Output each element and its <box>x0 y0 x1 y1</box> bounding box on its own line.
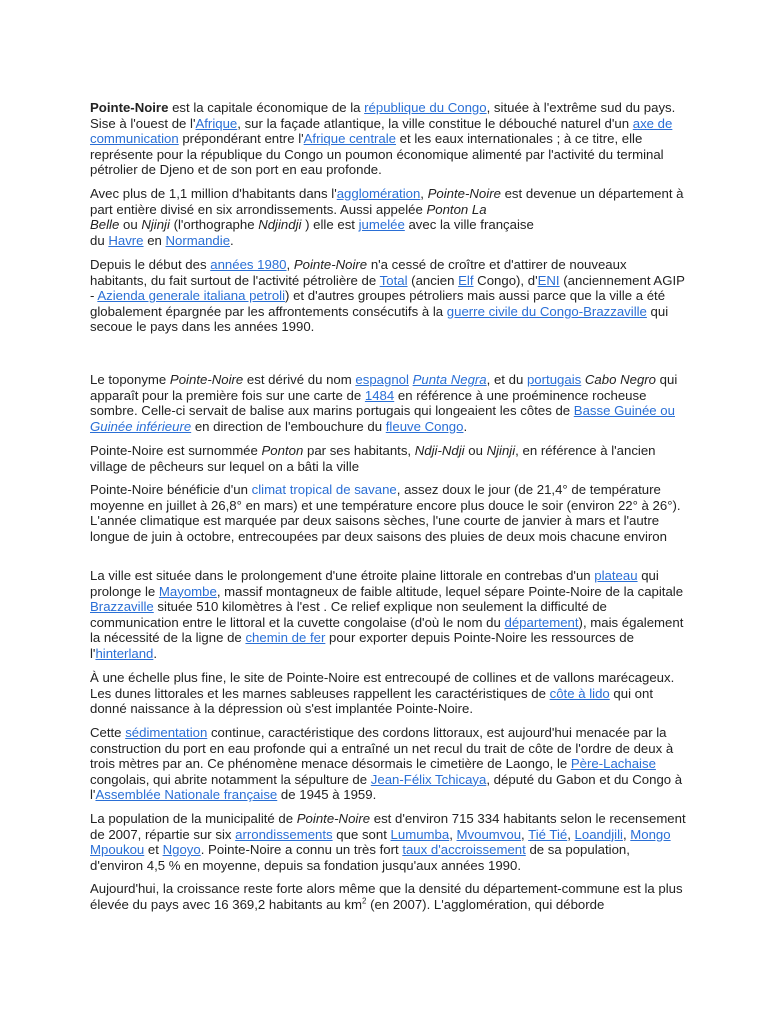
wiki-link[interactable]: Normandie <box>165 232 231 248</box>
wiki-link[interactable]: Loandjili <box>574 826 623 842</box>
wiki-link[interactable]: Lumumba <box>390 826 450 842</box>
wiki-link[interactable]: Père-Lachaise <box>570 756 656 772</box>
text-run: est la capitale économique de la <box>168 100 365 115</box>
wiki-link[interactable]: république du Congo <box>364 100 487 115</box>
wiki-link[interactable]: Mayombe <box>158 583 217 599</box>
text-run: située 510 kilomètres à l'est . Ce relief explique non seulement la difficulté de communication entre le littoral et la cuvette congolaise (d'où le nom du <box>90 599 607 630</box>
text-run: , située à l'extrême sud du pays. Sise à l'ouest de l' <box>90 100 676 131</box>
text-run: , en référence à l'ancien village de pêcheurs sur lequel on a bâti la ville <box>90 443 656 474</box>
italic-term: Cabo Negro <box>584 372 657 387</box>
text-run: de sa population, d'environ 4,5 % en moyenne, depuis sa fondation jusqu'aux années 1990. <box>90 842 630 873</box>
text-run: est devenue un département à part entière divisé en six arrondissements. Aussi appelée <box>90 186 684 217</box>
wiki-link[interactable]: taux d'accroissement <box>402 842 526 858</box>
paragraph-sedimentation <box>90 725 686 803</box>
wiki-link[interactable]: Mongo Mpoukou <box>90 826 671 858</box>
wiki-link[interactable]: chemin de fer <box>245 630 326 646</box>
wiki-link[interactable]: plateau <box>594 568 638 583</box>
wiki-link[interactable]: fleuve Congo <box>385 418 464 434</box>
wiki-link[interactable]: Afrique <box>195 115 238 131</box>
italic-term: Njinji <box>486 443 516 458</box>
text-run: . Pointe-Noire a connu un très fort <box>200 842 403 858</box>
wiki-link[interactable]: Havre <box>108 232 144 248</box>
wiki-link[interactable]: Brazzaville <box>90 599 154 615</box>
text-run: qui prolonge le <box>90 568 659 599</box>
paragraph-toponym <box>90 372 686 434</box>
wiki-link[interactable]: 1484 <box>364 387 395 403</box>
text-run: ou <box>119 217 142 233</box>
italic-term: Ponton La <box>426 201 487 217</box>
text-run: qui ont donné naissance à la dépression où s'est implantée Pointe-Noire. <box>90 685 654 717</box>
wiki-link[interactable]: Azienda generale italiana petroli <box>97 288 286 304</box>
wiki-link[interactable]: Jean-Félix Tchicaya <box>370 771 487 787</box>
text-run: du <box>90 232 109 248</box>
text-run: Cette <box>90 725 126 740</box>
wiki-link[interactable]: ENI <box>537 272 560 288</box>
text-run: La ville est située dans le prolongement d'une étroite plaine littorale en contrebas d'un <box>90 568 595 583</box>
text-run: et <box>144 842 163 858</box>
text-run: , <box>420 186 428 201</box>
text-run: en référence à une proéminence rocheuse sombre. Celle-ci servait de balise aux marins portugais qui longeaient les côtes de <box>90 387 647 419</box>
superscript: 2 <box>362 896 367 906</box>
text-run: , <box>521 826 529 842</box>
paragraph-nickname <box>90 443 686 474</box>
text-run: , sur la façade atlantique, la ville constitue le débouché naturel d'un <box>237 115 633 131</box>
text-run: , <box>449 826 457 842</box>
wiki-link[interactable]: Assemblée Nationale française <box>95 787 278 803</box>
text-run: Avec plus de 1,1 million d'habitants dans l' <box>90 186 337 201</box>
text-run: ), mais également la nécessité de la ligne de <box>90 614 684 646</box>
italic-term: Pointe-Noire <box>293 257 368 272</box>
text-run: congolais, qui abrite notamment la sépulture de <box>90 771 371 787</box>
italic-term: Ponton <box>261 443 304 458</box>
italic-term: Ndjindji <box>258 217 302 233</box>
wiki-link[interactable]: côte à lido <box>549 685 610 701</box>
wiki-link[interactable]: arrondissements <box>235 826 333 842</box>
wiki-link[interactable]: Basse Guinée ou <box>573 403 675 419</box>
text-run: La population de la municipalité de <box>90 811 297 826</box>
italic-term: Pointe-Noire <box>427 186 501 201</box>
text-run: ) et d'autres groupes pétroliers mais aussi parce que la ville a été globalement épargnée par les affrontements consécutifs à la <box>90 288 666 319</box>
text-run: , massif montagneux de faible altitude, lequel sépare Pointe-Noire de la capitale <box>216 583 684 599</box>
wiki-link[interactable]: Elf <box>458 272 474 288</box>
wiki-link[interactable]: Afrique centrale <box>303 131 397 147</box>
wiki-link[interactable]: espagnol <box>355 372 409 387</box>
text-run: Depuis le début des <box>90 257 211 272</box>
text-run: en <box>143 232 166 248</box>
wiki-link[interactable]: agglomération <box>336 186 421 201</box>
text-run: (ancien <box>407 272 459 288</box>
text-run: Pointe-Noire est surnommée <box>90 443 262 458</box>
paragraph-intro <box>90 100 686 178</box>
text-run: Congo), d' <box>473 272 538 288</box>
text-run: est d'environ 715 334 habitants selon le recensement de 2007, répartie sur six <box>90 811 686 842</box>
text-run: par ses habitants, <box>303 443 415 458</box>
wiki-link[interactable]: Punta Negra <box>412 372 487 387</box>
text-run: Aujourd'hui, la croissance reste forte alors même que la densité du département-commune est la plus élevée du pays avec 16 369,2 habitants au km <box>90 881 683 912</box>
paragraph-climate <box>90 482 686 544</box>
text-run: , <box>286 257 294 272</box>
italic-term: Belle <box>90 217 120 233</box>
text-run: . <box>463 418 468 434</box>
text-run: continue, caractéristique des cordons littoraux, est aujourd'hui menacée par la construction du port en eau profonde qui a entraîné un net recul du trait de côte de l'ordre de deux à trois mètres par an. Ce phénomène menace désormais le cimetière de Laongo, le <box>90 725 674 772</box>
text-run: qui apparaît pour la première fois sur une carte de <box>90 372 678 403</box>
text-run: (en 2007). L'agglomération, qui déborde <box>366 896 605 912</box>
text-run: (anciennement AGIP - <box>90 272 685 304</box>
text-run: , <box>622 826 631 842</box>
text-run: , assez doux le jour (de 21,4° de température moyenne en juillet à 26,8° en mars) et une température encore plus douce le soir (environ 22° à 26°). L'année climatique est marquée par deux saisons sèches, l'une courte de janvier à mars et l'autre longue de juin à octobre, entrecoupées par deux saisons des pluies de deux mois chacune environ <box>90 482 681 544</box>
text-run: . <box>153 645 158 661</box>
italic-term: Njinji <box>141 217 170 233</box>
text-run: que sont <box>332 826 391 842</box>
wiki-link[interactable]: département <box>504 614 579 630</box>
text-run: est dérivé du nom <box>243 372 356 387</box>
text-run: et les eaux internationales ; à ce titre, elle représente pour la république du Congo un poumon économique alimenté par l'activité du terminal pétrolier de Djeno et de son port en eau profonde. <box>90 131 664 178</box>
paragraph-density <box>90 881 686 912</box>
wiki-link[interactable]: Mvoumvou <box>456 826 522 842</box>
italic-term: Pointe-Noire <box>296 811 371 826</box>
text-run: , et du <box>486 372 527 387</box>
italic-term: Ndji-Ndji <box>414 443 465 458</box>
text-run: À une échelle plus fine, le site de Pointe-Noire est entrecoupé de collines et de vallons marécageux. Les dunes littorales et les marnes sableuses rappellent les caractéristiques de <box>90 670 675 701</box>
wiki-link[interactable]: Total <box>379 272 408 288</box>
text-run: en direction de l'embouchure du <box>191 418 386 434</box>
wiki-link[interactable]: Guinée inférieure <box>90 418 192 434</box>
wiki-link[interactable]: axe de communication <box>90 115 673 147</box>
wiki-link[interactable]: hinterland <box>95 645 154 661</box>
text-run: . <box>230 232 234 248</box>
wiki-link[interactable]: années 1980 <box>210 257 287 272</box>
paragraph-geography <box>90 568 686 662</box>
text-run: Le toponyme <box>90 372 170 387</box>
wiki-link[interactable]: Tié Tié <box>528 826 568 842</box>
wiki-link[interactable]: sédimentation <box>125 725 208 740</box>
text-run: de 1945 à 1959. <box>277 787 377 803</box>
text-run: avec la ville française <box>404 217 534 233</box>
paragraph-municipality <box>90 811 686 873</box>
paragraph-history <box>90 257 686 335</box>
text-run: qui secoue le pays dans les années 1990. <box>90 303 669 335</box>
wiki-link[interactable]: Ngoyo <box>162 842 201 858</box>
wiki-link[interactable]: portugais <box>526 372 582 387</box>
text-run: , <box>567 826 575 842</box>
text-run: (l'orthographe <box>169 217 259 233</box>
text-run: Pointe-Noire bénéficie d'un <box>90 482 252 497</box>
linked-term[interactable]: climat tropical de savane <box>251 482 397 497</box>
paragraph-population <box>90 186 686 248</box>
text-run: ou <box>464 443 487 458</box>
paragraph-site <box>90 670 686 717</box>
text-run: pour exporter depuis Pointe-Noire les ressources de l' <box>90 630 634 661</box>
wiki-link[interactable]: jumelée <box>358 217 405 233</box>
text-run: n'a cessé de croître et d'attirer de nouveaux habitants, du fait surtout de l'activité pétrolière de <box>90 257 627 288</box>
bold-term: Pointe-Noire <box>90 100 169 115</box>
text-run: ) elle est <box>301 217 359 233</box>
wiki-link[interactable]: guerre civile du Congo-Brazzaville <box>446 303 647 319</box>
text-run: , député du Gabon et du Congo à l' <box>90 771 683 803</box>
italic-term: Pointe-Noire <box>169 372 244 387</box>
text-run: prépondérant entre l' <box>178 131 304 147</box>
